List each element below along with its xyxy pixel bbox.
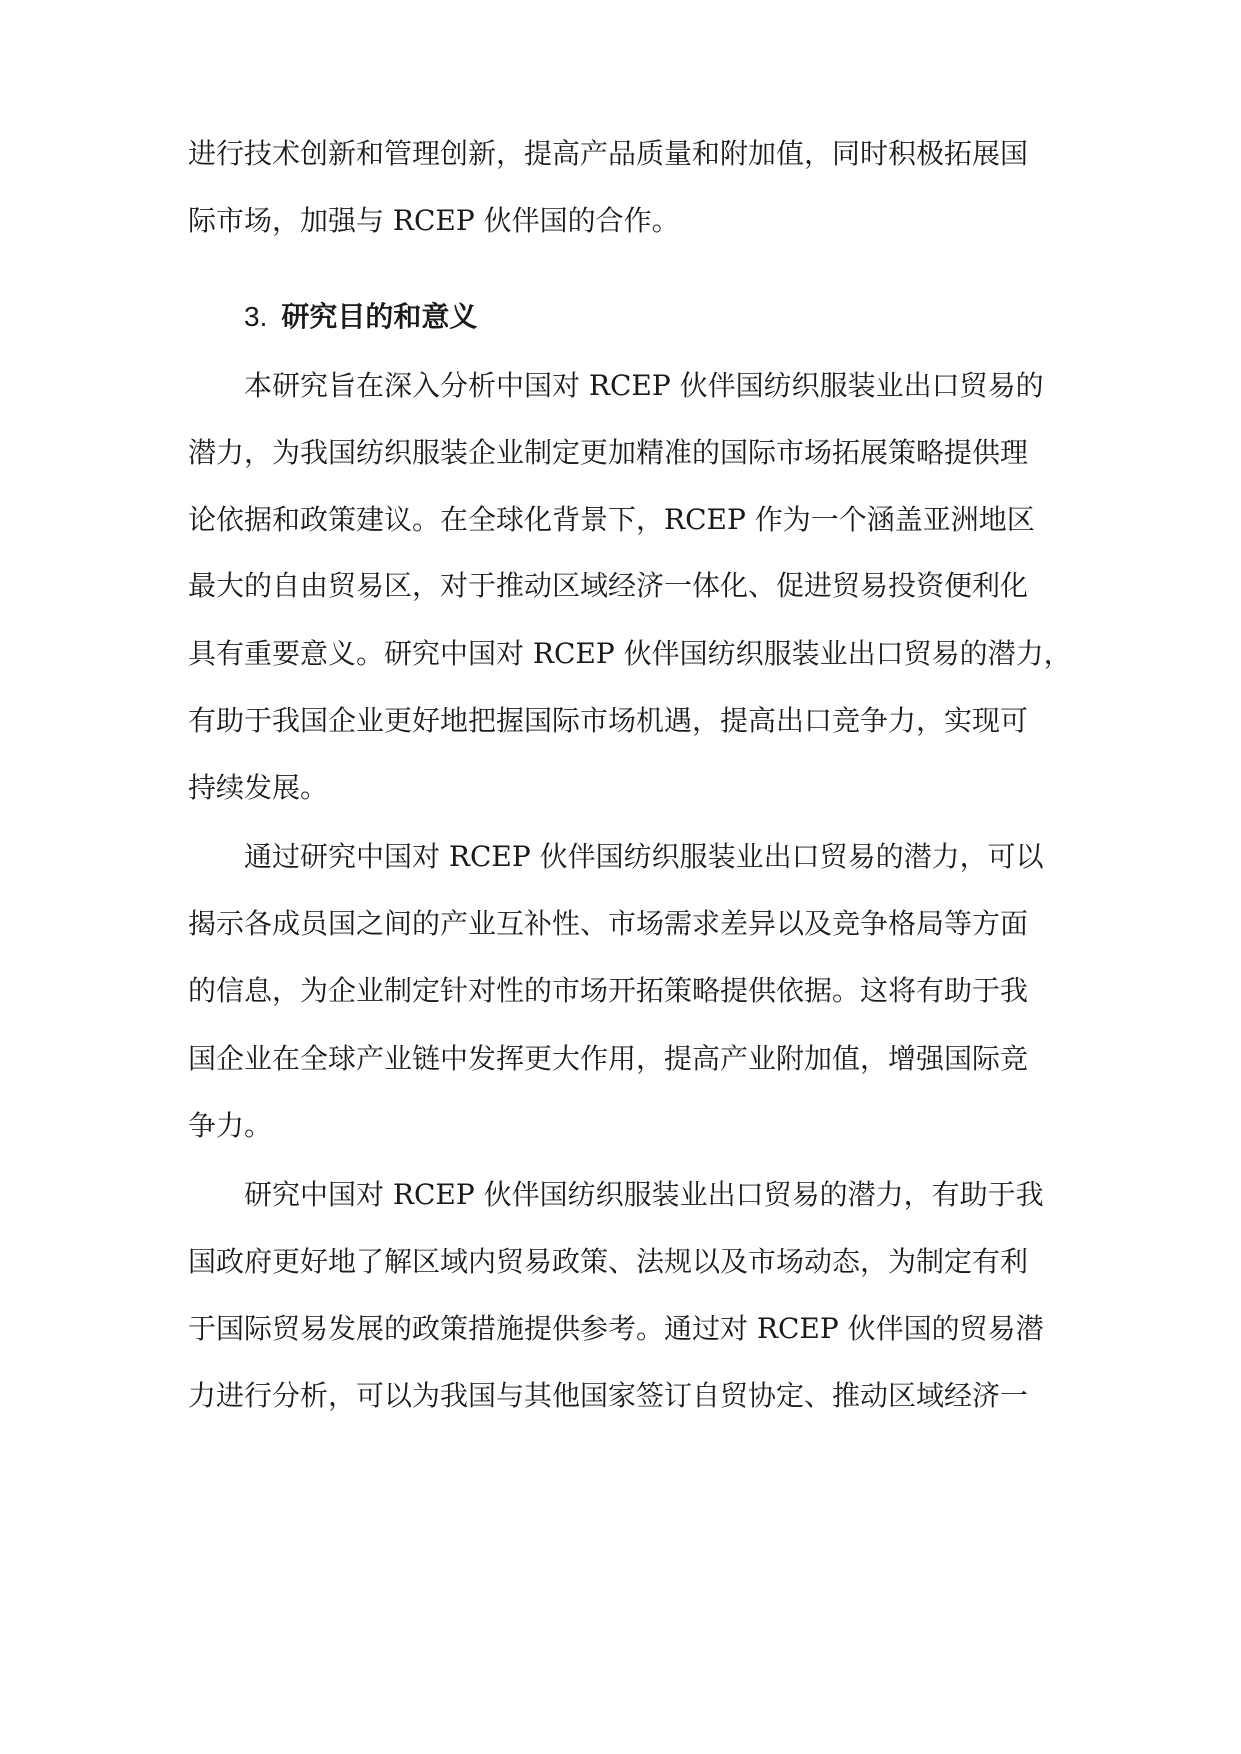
paragraph-line: 有助于我国企业更好地把握国际市场机遇，提高出口竞争力，实现可 xyxy=(188,704,1029,737)
paragraph-line: 争力。 xyxy=(188,1109,273,1142)
paragraph-line: 本研究旨在深入分析中国对 RCEP 伙伴国纺织服装业出口贸易的 xyxy=(244,369,1044,402)
paragraph-line: 进行技术创新和管理创新，提高产品质量和附加值，同时积极拓展国 xyxy=(188,137,1029,170)
paragraph-line: 揭示各成员国之间的产业互补性、市场需求差异以及竞争格局等方面 xyxy=(188,907,1029,940)
paragraph-line: 于国际贸易发展的政策措施提供参考。通过对 RCEP 伙伴国的贸易潜 xyxy=(188,1312,1044,1345)
paragraph-line: 际市场，加强与 RCEP 伙伴国的合作。 xyxy=(188,204,680,237)
paragraph-line: 持续发展。 xyxy=(188,771,329,804)
section-heading xyxy=(244,297,477,337)
section-number: 3. xyxy=(244,301,268,332)
paragraph-line: 具有重要意义。研究中国对 RCEP 伙伴国纺织服装业出口贸易的潜力， xyxy=(188,637,1072,670)
paragraph-line: 通过研究中国对 RCEP 伙伴国纺织服装业出口贸易的潜力，可以 xyxy=(244,840,1044,873)
paragraph-line: 潜力，为我国纺织服装企业制定更加精准的国际市场拓展策略提供理 xyxy=(188,436,1029,469)
paragraph-line: 最大的自由贸易区，对于推动区域经济一体化、促进贸易投资便利化 xyxy=(188,569,1029,602)
paragraph-line: 力进行分析，可以为我国与其他国家签订自贸协定、推动区域经济一 xyxy=(188,1379,1029,1412)
section-title: 研究目的和意义 xyxy=(281,300,478,333)
paragraph-line: 国企业在全球产业链中发挥更大作用，提高产业附加值，增强国际竞 xyxy=(188,1042,1029,1075)
paragraph-line: 研究中国对 RCEP 伙伴国纺织服装业出口贸易的潜力，有助于我 xyxy=(244,1178,1044,1211)
paragraph-line: 的信息，为企业制定针对性的市场开拓策略提供依据。这将有助于我 xyxy=(188,974,1029,1007)
paragraph-line: 国政府更好地了解区域内贸易政策、法规以及市场动态，为制定有利 xyxy=(188,1245,1029,1278)
paragraph-line: 论依据和政策建议。在全球化背景下，RCEP 作为一个涵盖亚洲地区 xyxy=(188,503,1035,536)
